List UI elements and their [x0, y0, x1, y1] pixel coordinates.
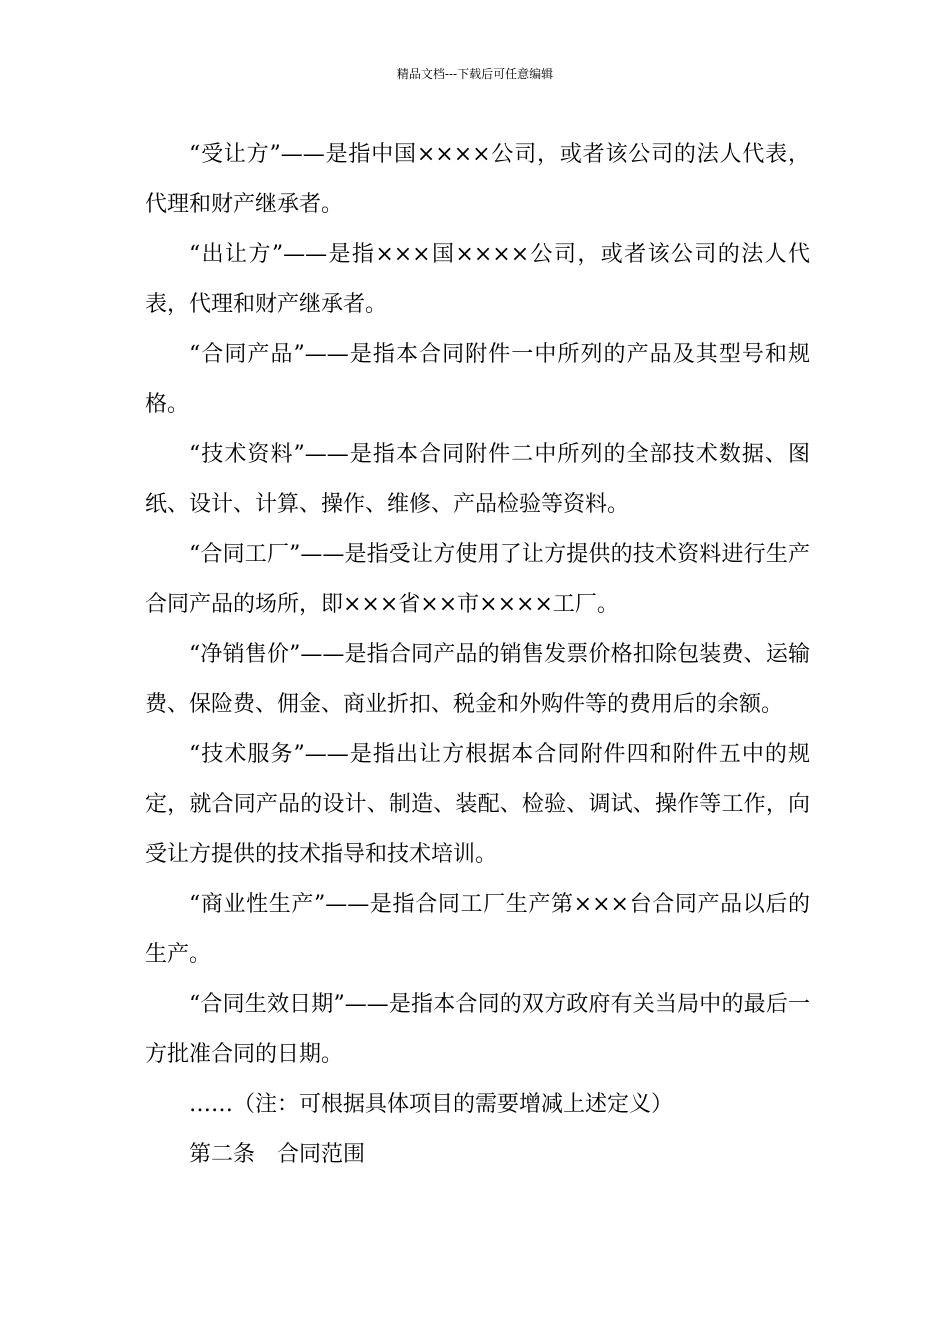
definition-effective-date: “合同生效日期”——是指本合同的双方政府有关当局中的最后一方批准合同的日期。 [145, 992, 810, 1067]
definition-contract-product: “合同产品”——是指本合同附件一中所列的产品及其型号和规格。 [145, 342, 810, 417]
definitions-note: ……（注：可根据具体项目的需要增减上述定义） [189, 1092, 674, 1117]
definition-technical-service: “技术服务”——是指出让方根据本合同附件四和附件五中的规定，就合同产品的设计、制造、装配、检验、调试、操作等工作，向受让方提供的技术指导和技术培训。 [145, 742, 810, 867]
definition-net-selling-price: “净销售价”——是指合同产品的销售发票价格扣除包装费、运输费、保险费、佣金、商业折扣、税金和外购件等的费用后的余额。 [145, 642, 810, 717]
document-body [145, 130, 810, 1180]
definition-commercial-production: “商业性生产”——是指合同工厂生产第×××台合同产品以后的生产。 [145, 892, 810, 967]
definition-technical-data: “技术资料”——是指本合同附件二中所列的全部技术数据、图纸、设计、计算、操作、维修、产品检验等资料。 [145, 442, 810, 517]
definition-assignor: “出让方”——是指×××国××××公司，或者该公司的法人代表，代理和财产继承者。 [145, 242, 810, 317]
definition-contract-factory: “合同工厂”——是指受让方使用了让方提供的技术资料进行生产合同产品的场所，即×××省××市××××工厂。 [145, 542, 810, 617]
definition-assignee: “受让方”——是指中国××××公司，或者该公司的法人代表，代理和财产继承者。 [145, 142, 810, 217]
page-header: 精品文档---下载后可任意编辑 [396, 67, 554, 81]
article-two-heading: 第二条 合同范围 [189, 1142, 366, 1167]
